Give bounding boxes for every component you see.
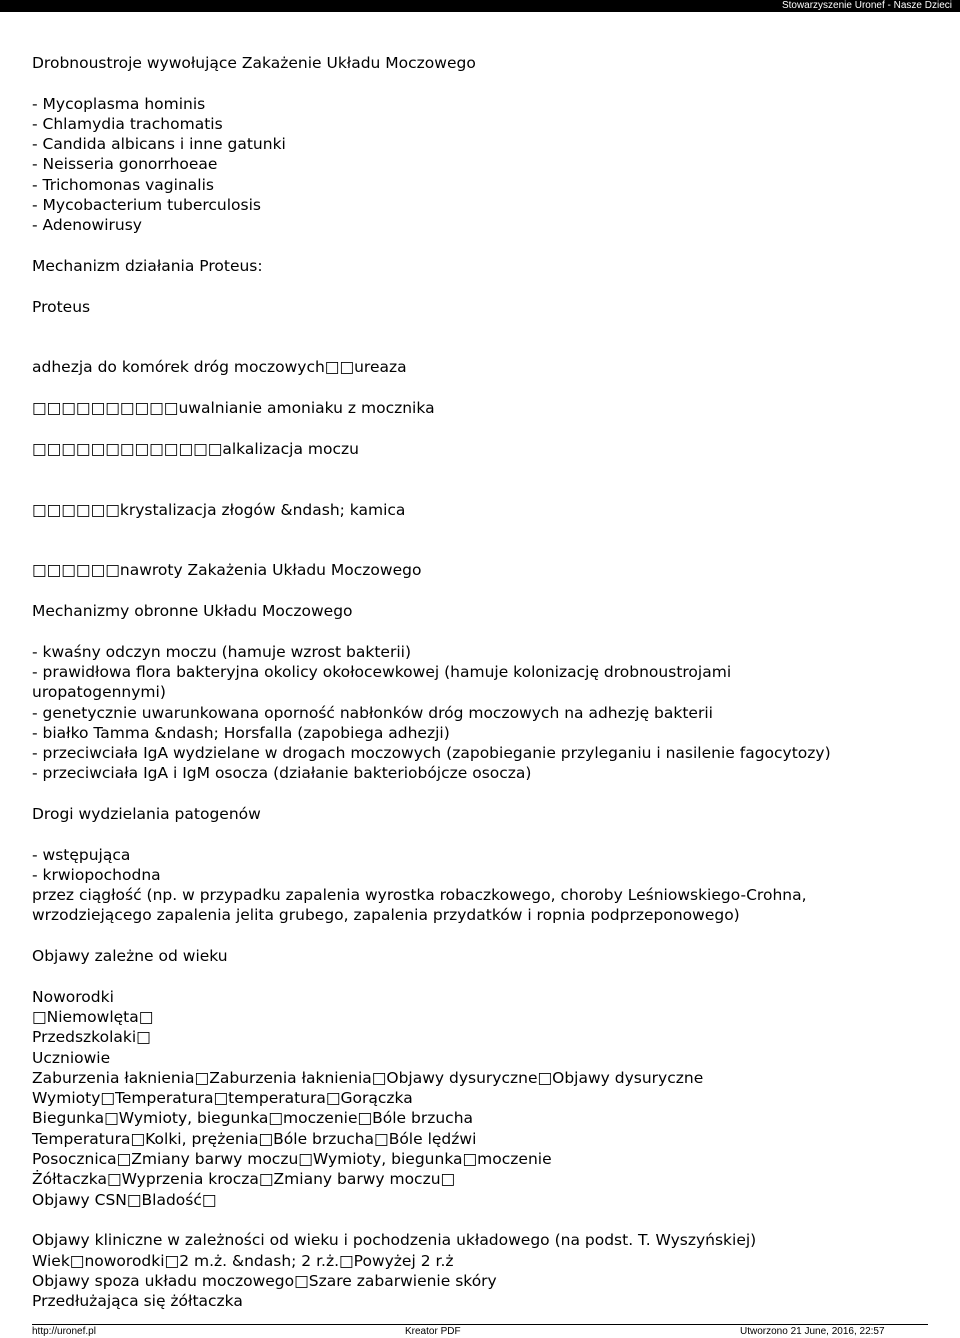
text-line: uropatogennymi) [32,683,166,702]
text-line: □□□□□□nawroty Zakażenia Układu Moczowego [32,561,422,580]
text-line: - Neisseria gonorrhoeae [32,155,218,174]
text-line: wrzodziejącego zapalenia jelita grubego, zapalenia przydatków i ropnia podprzeponowego) [32,906,740,925]
text-line: Przedszkolaki□ [32,1028,151,1047]
blank-line [32,824,932,844]
text-line: □□□□□□□□□□□□□alkalizacja moczu [32,439,359,458]
text-line: Proteus [32,297,91,316]
text-line: - Adenowirusy [32,216,142,235]
text-line: Noworodki [32,987,114,1006]
blank-line [32,479,932,499]
text-line: Posocznica□Zmiany barwy moczu□Wymioty, biegunka□moczenie [32,1150,552,1169]
blank-line [32,337,932,357]
text-line: □□□□□□□□□□uwalnianie amoniaku z mocznika [32,399,435,418]
footer-divider [32,1324,928,1325]
text-line: □Niemowlęta□ [32,1007,154,1026]
text-line: Drogi wydzielania patogenów [32,804,261,823]
header-title: Stowarzyszenie Uronef - Nasze Dzieci [781,0,952,11]
text-line: Mechanizm działania Proteus: [32,256,263,275]
blank-line [32,926,932,946]
blank-line [32,1210,932,1230]
text-line: Objawy spoza układu moczowego□Szare zabarwienie skóry [32,1271,497,1290]
text-line: Objawy zależne od wieku [32,947,228,966]
text-line: Żółtaczka□Wyprzenia krocza□Zmiany barwy moczu□ [32,1170,456,1189]
blank-line [32,581,932,601]
text-line: - genetycznie uwarunkowana oporność nabłonków dróg moczowych na adhezję bakterii [32,703,713,722]
blank-line [32,459,932,479]
text-line: Uczniowie [32,1048,111,1067]
document-body [32,53,932,1311]
blank-line [32,784,932,804]
text-line: Mechanizmy obronne Układu Moczowego [32,602,353,621]
text-line: Wymioty□Temperatura□temperatura□Gorączka [32,1089,413,1108]
text-line: - Mycobacterium tuberculosis [32,196,261,215]
text-line: Zaburzenia łaknienia□Zaburzenia łaknienia□Objawy dysuryczne□Objawy dysuryczne [32,1068,704,1087]
blank-line [32,73,932,93]
text-line: Objawy CSN□Bladość□ [32,1190,217,1209]
text-line: - przeciwciała IgA wydzielane w drogach moczowych (zapobieganie przyleganiu i nasilenie fagocytozy) [32,744,831,763]
text-line: przez ciągłość (np. w przypadku zapalenia wyrostka robaczkowego, choroby Leśniowskiego-Crohna, [32,886,807,905]
blank-line [32,276,932,296]
blank-line [32,520,932,540]
blank-line [32,378,932,398]
text-line: - białko Tamma &ndash; Horsfalla (zapobiega adhezji) [32,723,450,742]
text-line: - przeciwciała IgA i IgM osocza (działanie bakteriobójcze osocza) [32,764,532,783]
text-line: - Candida albicans i inne gatunki [32,135,286,154]
text-line: - kwaśny odczyn moczu (hamuje wzrost bakterii) [32,642,411,661]
footer-timestamp: Utworzono 21 June, 2016, 22:57 [740,1326,885,1337]
blank-line [32,621,932,641]
blank-line [32,966,932,986]
blank-line [32,317,932,337]
text-line: Przedłużająca się żółtaczka [32,1292,243,1311]
blank-line [32,418,932,438]
footer-generator: Kreator PDF [405,1326,461,1337]
text-line: □□□□□□krystalizacja złogów &ndash; kamica [32,500,406,519]
text-line: Biegunka□Wymioty, biegunka□moczenie□Bóle brzucha [32,1109,474,1128]
text-line: - krwiopochodna [32,865,161,884]
text-line: - Chlamydia trachomatis [32,114,223,133]
blank-line [32,236,932,256]
blank-line [32,540,932,560]
text-line: - wstępująca [32,845,131,864]
footer-url[interactable]: http://uronef.pl [32,1326,96,1337]
header-bar [0,0,960,12]
text-line: Objawy kliniczne w zależności od wieku i pochodzenia układowego (na podst. T. Wyszyńskiej) [32,1231,757,1250]
text-line: Drobnoustroje wywołujące Zakażenie Układu Moczowego [32,54,476,72]
text-line: - Trichomonas vaginalis [32,175,214,194]
text-line: Wiek□noworodki□2 m.ż. &ndash; 2 r.ż.□Powyżej 2 r.ż [32,1251,454,1270]
text-line: - Mycoplasma hominis [32,94,206,113]
text-line: adhezja do komórek dróg moczowych□□ureaza [32,358,407,377]
text-line: Temperatura□Kolki, prężenia□Bóle brzucha□Bóle lędźwi [32,1129,477,1148]
text-line: - prawidłowa flora bakteryjna okolicy okołocewkowej (hamuje kolonizację drobnoustrojami [32,662,732,681]
